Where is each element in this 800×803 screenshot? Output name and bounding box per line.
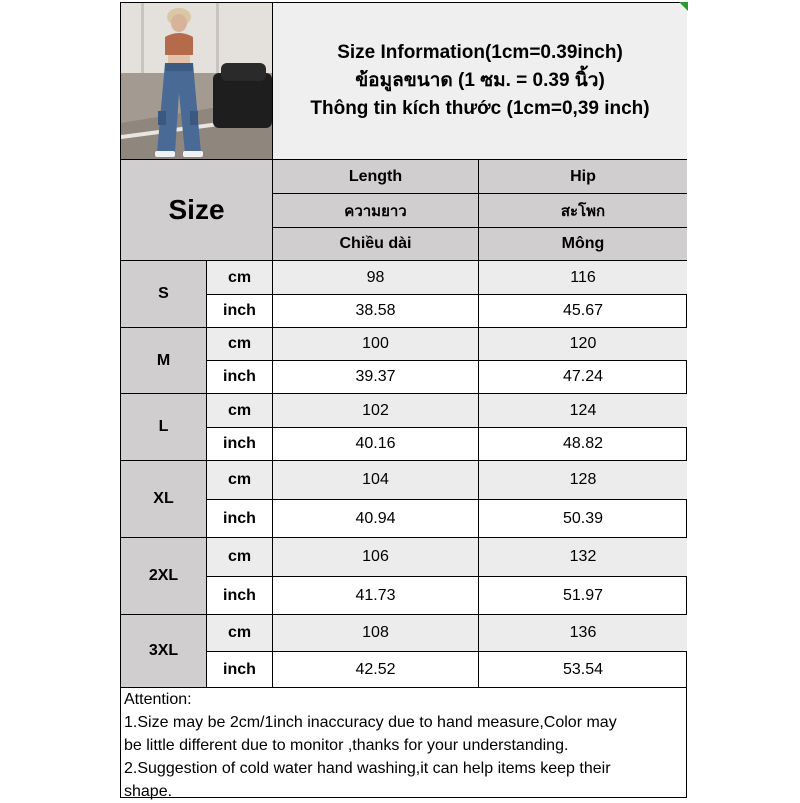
length-header-vi: Chiều dài	[339, 235, 412, 252]
title-english: Size Information(1cm=0.39inch)	[337, 42, 623, 63]
hip-cm-value: 128	[479, 461, 687, 499]
hip-cm-value: 116	[479, 261, 687, 294]
unit-cm-label: cm	[207, 461, 272, 499]
size-label: XL	[153, 490, 174, 507]
length-inch-value: 42.52	[355, 660, 396, 678]
hip-inch-value: 50.39	[562, 509, 604, 527]
length-inch-value: 40.16	[355, 435, 396, 452]
size-label: L	[158, 418, 169, 435]
hip-cm-value: 120	[479, 328, 687, 360]
unit-inch-label: inch	[223, 586, 256, 604]
product-photo-image	[121, 3, 272, 159]
unit-inch-label: inch	[223, 368, 256, 385]
size-header-cell	[121, 160, 272, 260]
length-inch-value: 40.94	[355, 509, 396, 527]
length-cm-value: 100	[273, 328, 478, 360]
size-label-cell	[121, 394, 206, 460]
unit-inch-label: inch	[223, 302, 256, 319]
hip-header-th: สะโพก	[560, 202, 606, 220]
length-cm-value: 108	[273, 615, 478, 651]
attention-heading: Attention:	[124, 691, 192, 708]
length-inch-value: 41.73	[355, 586, 396, 604]
size-label: S	[158, 285, 169, 302]
size-header: Size	[168, 194, 225, 225]
size-chart-sheet	[120, 2, 687, 798]
size-label: 3XL	[148, 642, 179, 659]
unit-cm-label: cm	[207, 328, 272, 360]
hip-inch-value: 45.67	[562, 302, 604, 319]
length-header-en: Length	[348, 167, 403, 185]
attention-line-3: 2.Suggestion of cold water hand washing,it can help items keep their	[124, 760, 611, 777]
title-block	[273, 3, 687, 159]
unit-cm-label: cm	[207, 261, 272, 294]
length-cm-value: 98	[273, 261, 478, 294]
hip-cm-value: 124	[479, 394, 687, 427]
hip-inch-value: 53.54	[562, 660, 604, 678]
size-label-cell	[121, 328, 206, 393]
size-label-cell	[121, 261, 206, 327]
unit-cm-label: cm	[207, 538, 272, 576]
unit-cm-label: cm	[207, 615, 272, 651]
green-corner-marker	[679, 2, 688, 11]
length-inch-value: 39.37	[355, 368, 396, 385]
size-label-cell	[121, 461, 206, 537]
attention-line-2: be little different due to monitor ,thanks for your understanding.	[124, 737, 569, 754]
length-header-cell	[273, 160, 478, 260]
unit-inch-label: inch	[223, 509, 256, 527]
unit-cm-label: cm	[207, 394, 272, 427]
unit-inch-label: inch	[223, 660, 256, 678]
title-vietnamese: Thông tin kích thước (1cm=0,39 inch)	[310, 98, 650, 119]
length-cm-value: 104	[273, 461, 478, 499]
hip-inch-value: 48.82	[562, 435, 604, 452]
size-label-cell	[121, 538, 206, 614]
hip-cm-value: 136	[479, 615, 687, 651]
size-label: 2XL	[148, 567, 179, 584]
size-label: M	[156, 351, 171, 369]
attention-line-4: shape.	[124, 783, 173, 800]
title-thai: ข้อมูลขนาด (1 ซม. = 0.39 นิ้ว)	[355, 70, 605, 91]
product-photo	[121, 3, 272, 159]
hip-header-en: Hip	[570, 167, 596, 185]
hip-header-cell	[479, 160, 687, 260]
unit-inch-label: inch	[223, 435, 256, 452]
length-header-th: ความยาว	[344, 202, 407, 220]
length-inch-value: 38.58	[355, 302, 396, 319]
length-cm-value: 106	[273, 538, 478, 576]
hip-inch-value: 47.24	[562, 368, 604, 385]
attention-line-1: 1.Size may be 2cm/1inch inaccuracy due to hand measure,Color may	[124, 714, 617, 731]
hip-cm-value: 132	[479, 538, 687, 576]
hip-inch-value: 51.97	[562, 586, 604, 604]
length-cm-value: 102	[273, 394, 478, 427]
hip-header-vi: Mông	[561, 235, 605, 252]
size-label-cell	[121, 615, 206, 687]
attention-notes	[121, 688, 687, 798]
